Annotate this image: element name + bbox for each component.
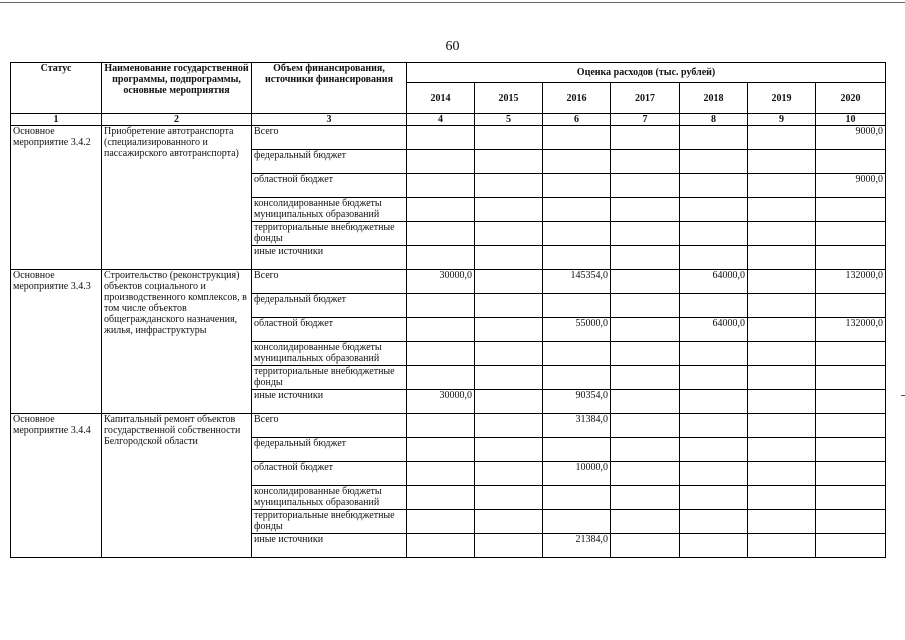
amount-cell: 132000,0 bbox=[816, 318, 886, 342]
amount-cell bbox=[543, 174, 611, 198]
measure-name: Строительство (реконструкция) объектов социального и производственного комплексов, в том числе объектов общегражданского назначения, жилья, инфраструктуры bbox=[102, 270, 252, 414]
header-status: Статус bbox=[11, 63, 102, 114]
amount-cell bbox=[816, 462, 886, 486]
amount-cell bbox=[407, 222, 475, 246]
amount-cell bbox=[475, 318, 543, 342]
amount-cell bbox=[611, 270, 680, 294]
amount-cell bbox=[407, 246, 475, 270]
amount-cell bbox=[611, 246, 680, 270]
funding-source: территориальные внебюджетные фонды bbox=[252, 366, 407, 390]
amount-cell bbox=[611, 438, 680, 462]
amount-cell bbox=[611, 486, 680, 510]
amount-cell bbox=[611, 150, 680, 174]
amount-cell bbox=[407, 462, 475, 486]
measure-name: Приобретение автотранспорта (специализированного и пассажирского автотранспорта) bbox=[102, 126, 252, 270]
amount-cell bbox=[748, 534, 816, 558]
amount-cell bbox=[475, 366, 543, 390]
amount-cell bbox=[680, 486, 748, 510]
funding-source: консолидированные бюджеты муниципальных образований bbox=[252, 486, 407, 510]
amount-cell bbox=[407, 438, 475, 462]
table-row bbox=[11, 270, 886, 294]
amount-cell bbox=[748, 174, 816, 198]
amount-cell bbox=[611, 318, 680, 342]
amount-cell bbox=[475, 534, 543, 558]
amount-cell bbox=[407, 366, 475, 390]
column-number: 5 bbox=[475, 114, 543, 126]
amount-cell bbox=[543, 150, 611, 174]
amount-cell bbox=[475, 294, 543, 318]
header-name: Наименование государственной программы, подпрограммы, основные мероприятия bbox=[102, 63, 252, 114]
amount-cell bbox=[680, 150, 748, 174]
amount-cell bbox=[816, 342, 886, 366]
header-estimate: Оценка расходов (тыс. рублей) bbox=[407, 63, 886, 83]
amount-cell bbox=[816, 246, 886, 270]
funding-source: Всего bbox=[252, 126, 407, 150]
column-number: 4 bbox=[407, 114, 475, 126]
amount-cell bbox=[748, 486, 816, 510]
amount-cell bbox=[475, 174, 543, 198]
amount-cell bbox=[475, 270, 543, 294]
amount-cell bbox=[543, 342, 611, 366]
amount-cell: 9000,0 bbox=[816, 174, 886, 198]
amount-cell bbox=[407, 486, 475, 510]
amount-cell bbox=[475, 342, 543, 366]
amount-cell bbox=[611, 174, 680, 198]
column-number: 7 bbox=[611, 114, 680, 126]
amount-cell bbox=[816, 486, 886, 510]
funding-source: иные источники bbox=[252, 246, 407, 270]
funding-source: Всего bbox=[252, 414, 407, 438]
funding-source: федеральный бюджет bbox=[252, 294, 407, 318]
amount-cell bbox=[475, 390, 543, 414]
edge-mark bbox=[901, 395, 905, 396]
amount-cell bbox=[475, 126, 543, 150]
amount-cell bbox=[611, 366, 680, 390]
amount-cell bbox=[748, 510, 816, 534]
amount-cell bbox=[475, 462, 543, 486]
amount-cell bbox=[407, 534, 475, 558]
amount-cell bbox=[543, 198, 611, 222]
amount-cell bbox=[816, 150, 886, 174]
amount-cell bbox=[680, 438, 748, 462]
amount-cell bbox=[680, 366, 748, 390]
measure-status: Основное мероприятие 3.4.4 bbox=[11, 414, 102, 558]
amount-cell bbox=[475, 150, 543, 174]
amount-cell: 64000,0 bbox=[680, 318, 748, 342]
amount-cell bbox=[680, 342, 748, 366]
amount-cell bbox=[543, 126, 611, 150]
amount-cell: 31384,0 bbox=[543, 414, 611, 438]
amount-cell bbox=[475, 438, 543, 462]
amount-cell bbox=[748, 294, 816, 318]
amount-cell bbox=[748, 126, 816, 150]
amount-cell bbox=[475, 510, 543, 534]
header-source: Объем финансирования, источники финансирования bbox=[252, 63, 407, 114]
amount-cell bbox=[407, 198, 475, 222]
amount-cell bbox=[611, 342, 680, 366]
amount-cell bbox=[543, 486, 611, 510]
amount-cell: 90354,0 bbox=[543, 390, 611, 414]
amount-cell bbox=[680, 534, 748, 558]
table-row bbox=[11, 126, 886, 150]
funding-source: областной бюджет bbox=[252, 174, 407, 198]
header-year: 2017 bbox=[611, 83, 680, 114]
amount-cell bbox=[680, 174, 748, 198]
amount-cell bbox=[407, 294, 475, 318]
funding-source: территориальные внебюджетные фонды bbox=[252, 510, 407, 534]
amount-cell bbox=[543, 294, 611, 318]
column-number: 1 bbox=[11, 114, 102, 126]
amount-cell bbox=[816, 198, 886, 222]
amount-cell bbox=[680, 414, 748, 438]
amount-cell bbox=[475, 198, 543, 222]
funding-source: иные источники bbox=[252, 534, 407, 558]
amount-cell bbox=[816, 366, 886, 390]
column-number: 3 bbox=[252, 114, 407, 126]
funding-source: федеральный бюджет bbox=[252, 438, 407, 462]
amount-cell bbox=[611, 198, 680, 222]
amount-cell bbox=[543, 222, 611, 246]
amount-cell bbox=[407, 342, 475, 366]
amount-cell bbox=[543, 366, 611, 390]
amount-cell bbox=[611, 126, 680, 150]
top-rule bbox=[0, 2, 905, 3]
amount-cell: 10000,0 bbox=[543, 462, 611, 486]
amount-cell bbox=[475, 246, 543, 270]
amount-cell bbox=[748, 222, 816, 246]
amount-cell: 132000,0 bbox=[816, 270, 886, 294]
amount-cell: 145354,0 bbox=[543, 270, 611, 294]
amount-cell bbox=[611, 294, 680, 318]
amount-cell bbox=[407, 150, 475, 174]
amount-cell bbox=[748, 462, 816, 486]
amount-cell: 55000,0 bbox=[543, 318, 611, 342]
amount-cell bbox=[543, 246, 611, 270]
amount-cell bbox=[611, 390, 680, 414]
amount-cell bbox=[680, 510, 748, 534]
amount-cell bbox=[816, 438, 886, 462]
amount-cell bbox=[816, 414, 886, 438]
header-year: 2015 bbox=[475, 83, 543, 114]
page-number: 60 bbox=[445, 39, 460, 54]
amount-cell bbox=[543, 438, 611, 462]
funding-source: консолидированные бюджеты муниципальных образований bbox=[252, 342, 407, 366]
header-year: 2020 bbox=[816, 83, 886, 114]
amount-cell bbox=[475, 414, 543, 438]
amount-cell bbox=[816, 390, 886, 414]
amount-cell bbox=[748, 198, 816, 222]
amount-cell bbox=[816, 294, 886, 318]
amount-cell: 30000,0 bbox=[407, 390, 475, 414]
amount-cell bbox=[475, 486, 543, 510]
amount-cell bbox=[407, 318, 475, 342]
column-number: 8 bbox=[680, 114, 748, 126]
amount-cell: 30000,0 bbox=[407, 270, 475, 294]
amount-cell bbox=[407, 414, 475, 438]
funding-source: консолидированные бюджеты муниципальных образований bbox=[252, 198, 407, 222]
column-number: 6 bbox=[543, 114, 611, 126]
amount-cell bbox=[748, 318, 816, 342]
amount-cell bbox=[748, 150, 816, 174]
amount-cell bbox=[816, 534, 886, 558]
amount-cell bbox=[748, 342, 816, 366]
amount-cell bbox=[680, 390, 748, 414]
amount-cell bbox=[680, 222, 748, 246]
amount-cell bbox=[611, 414, 680, 438]
funding-source: территориальные внебюджетные фонды bbox=[252, 222, 407, 246]
amount-cell bbox=[748, 246, 816, 270]
amount-cell bbox=[680, 462, 748, 486]
measure-name: Капитальный ремонт объектов государственной собственности Белгородской области bbox=[102, 414, 252, 558]
amount-cell bbox=[543, 510, 611, 534]
amount-cell bbox=[680, 126, 748, 150]
header-year: 2016 bbox=[543, 83, 611, 114]
amount-cell bbox=[475, 222, 543, 246]
amount-cell: 64000,0 bbox=[680, 270, 748, 294]
funding-source: федеральный бюджет bbox=[252, 150, 407, 174]
amount-cell bbox=[611, 222, 680, 246]
header-year: 2014 bbox=[407, 83, 475, 114]
amount-cell bbox=[748, 270, 816, 294]
amount-cell bbox=[748, 414, 816, 438]
column-number: 9 bbox=[748, 114, 816, 126]
amount-cell bbox=[748, 366, 816, 390]
header-year: 2018 bbox=[680, 83, 748, 114]
funding-source: Всего bbox=[252, 270, 407, 294]
column-number: 2 bbox=[102, 114, 252, 126]
measure-status: Основное мероприятие 3.4.3 bbox=[11, 270, 102, 414]
amount-cell bbox=[748, 390, 816, 414]
measure-status: Основное мероприятие 3.4.2 bbox=[11, 126, 102, 270]
amount-cell bbox=[611, 510, 680, 534]
amount-cell bbox=[680, 246, 748, 270]
table-row bbox=[11, 414, 886, 438]
header-year: 2019 bbox=[748, 83, 816, 114]
amount-cell bbox=[611, 534, 680, 558]
amount-cell bbox=[407, 126, 475, 150]
amount-cell bbox=[816, 510, 886, 534]
funding-source: областной бюджет bbox=[252, 462, 407, 486]
column-number: 10 bbox=[816, 114, 886, 126]
amount-cell bbox=[407, 174, 475, 198]
amount-cell bbox=[407, 510, 475, 534]
funding-source: иные источники bbox=[252, 390, 407, 414]
amount-cell bbox=[748, 438, 816, 462]
funding-source: областной бюджет bbox=[252, 318, 407, 342]
budget-table bbox=[10, 62, 886, 558]
amount-cell bbox=[611, 462, 680, 486]
amount-cell: 21384,0 bbox=[543, 534, 611, 558]
amount-cell: 9000,0 bbox=[816, 126, 886, 150]
amount-cell bbox=[680, 294, 748, 318]
amount-cell bbox=[680, 198, 748, 222]
amount-cell bbox=[816, 222, 886, 246]
